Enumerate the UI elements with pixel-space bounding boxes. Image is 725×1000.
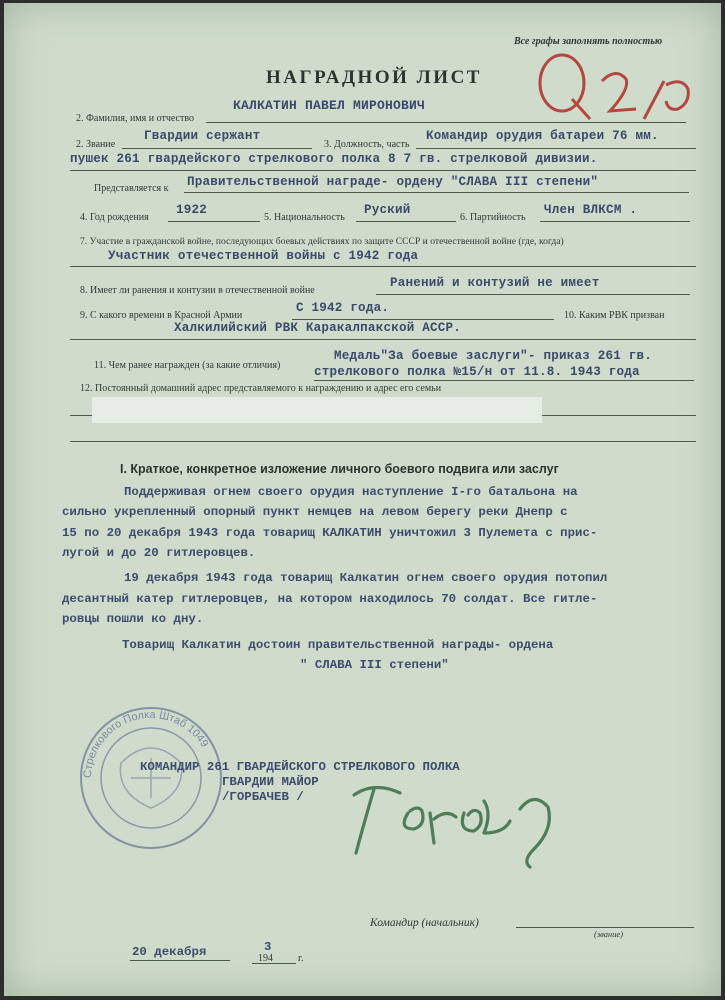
awards-value-2: стрелкового полка №15/н от 11.8. 1943 года: [314, 365, 640, 379]
commander-label: Командир (начальник): [370, 917, 479, 929]
page-title: НАГРАДНОЙ ЛИСТ: [266, 67, 482, 88]
nationality-label: 5. Национальность: [264, 212, 345, 223]
participation-value: Участник отечественной войны с 1942 года: [108, 249, 419, 263]
position-value-2: пушек 261 гвардейского стрелкового полка 8 7 гв. стрелковой дивизии.: [70, 152, 598, 166]
signature-line-3: /ГОРБАЧЕВ /: [222, 790, 304, 804]
army-since-value: С 1942 года.: [296, 301, 390, 315]
redacted-address: [92, 397, 542, 423]
handwritten-signature: [334, 773, 574, 873]
stamp-ring-text: Стрелкового Полка Штаб 1049: [81, 708, 211, 779]
birth-year-label: 4. Год рождения: [80, 212, 149, 223]
header-note: Все графы заполнять полностью: [514, 36, 663, 47]
nominated-value: Правительственной награде- ордену "СЛАВА III степени": [187, 175, 599, 189]
date-day-month: 20 декабря: [132, 945, 207, 959]
year-printed: 194: [258, 953, 273, 964]
narrative-line-1: Поддерживая огнем своего орудия наступление I-го батальона на: [124, 485, 578, 499]
narrative-line-2: сильно укрепленный опорный пункт немцев на левом берегу реки Днепр с: [62, 505, 568, 519]
army-since-label: 9. С какого времени в Красной Армии: [80, 310, 243, 321]
year-typed: 3: [264, 940, 272, 954]
awards-label: 11. Чем ранее награжден (за какие отличия): [94, 360, 281, 371]
narrative-line-3: 15 по 20 декабря 1943 года товарищ КАЛКАТИН уничтожил 3 Пулемета с прис-: [62, 526, 598, 540]
name-value: КАЛКАТИН ПАВЕЛ МИРОНОВИЧ: [233, 98, 426, 113]
rank-value: Гвардии сержант: [144, 129, 261, 143]
awards-value-1: Медаль"За боевые заслуги"- приказ 261 гв.: [334, 349, 653, 363]
red-annotation-mark: [532, 41, 712, 131]
rank-label: 2. Звание: [76, 139, 116, 150]
regiment-stamp: [76, 703, 226, 853]
nominated-label: Представляется к: [94, 183, 169, 194]
narrative-line-7: ровцы пошли ко дну.: [62, 612, 204, 626]
narrative-line-9: " СЛАВА III степени": [300, 658, 449, 672]
signature-line-1: КОМАНДИР 261 ГВАРДЕЙСКОГО СТРЕЛКОВОГО ПОЛКА: [140, 760, 460, 774]
rvk-label: 10. Каким РВК призван: [564, 310, 665, 321]
participation-label: 7. Участие в гражданской войне, последующих боевых действиях по защите СССР и отечественной войне (где, когда): [80, 236, 564, 247]
wounds-label: 8. Имеет ли ранения и контузии в отечественной войне: [80, 285, 315, 296]
nationality-value: Руский: [364, 203, 411, 217]
position-value-1: Командир орудия батареи 76 мм.: [426, 129, 659, 143]
award-sheet: [4, 3, 721, 996]
address-label: 12. Постоянный домашний адрес представляемого к награждению и адрес его семьи: [80, 383, 442, 394]
narrative-line-6: десантный катер гитлеровцев, на котором находилось 70 солдат. Все гитле-: [62, 592, 598, 606]
rvk-value: Халкилийский РВК Каракалпакской АССР.: [174, 321, 462, 335]
position-label: 3. Должность, часть: [324, 139, 410, 150]
party-label: 6. Партийность: [460, 212, 526, 223]
narrative-line-5: 19 декабря 1943 года товарищ Калкатин огнем своего орудия потопил: [124, 571, 608, 585]
narrative-line-8: Товарищ Калкатин достоин правительственной награды- ордена: [122, 638, 554, 652]
rank-caption: (звание): [594, 929, 624, 939]
birth-year-value: 1922: [176, 203, 208, 217]
signature-line-2: ГВАРДИИ МАЙОР: [222, 775, 319, 789]
section-title: I. Краткое, конкретное изложение личного боевого подвига или заслуг: [120, 462, 559, 476]
party-value: Член ВЛКСМ .: [544, 203, 638, 217]
wounds-value: Ранений и контузий не имеет: [390, 276, 600, 290]
year-suffix: г.: [298, 953, 304, 964]
name-label: 2. Фамилия, имя и отчество: [76, 113, 195, 124]
narrative-line-4: лугой и до 20 гитлеровцев.: [62, 546, 256, 560]
